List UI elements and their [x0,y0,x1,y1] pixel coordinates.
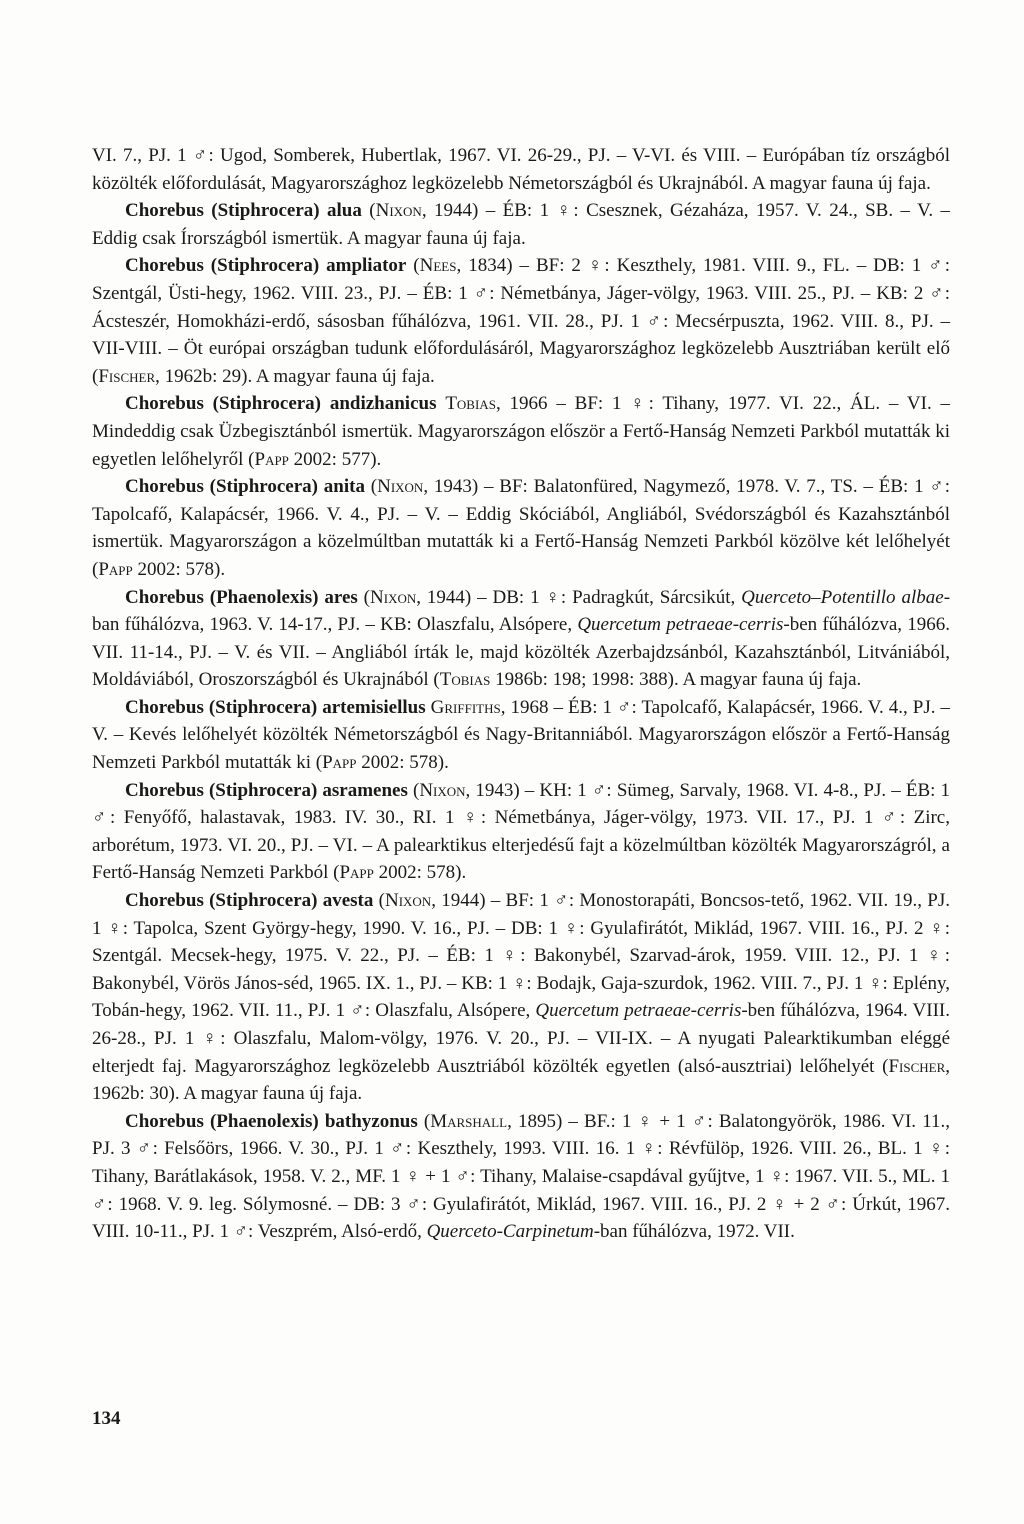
text-run: , 1962b: 30). A magyar fauna új faja. [92,1055,950,1105]
text-run: 2002: 578). [373,862,467,884]
author-name: Nixon [370,586,417,608]
text-run: 2002: 578). [132,558,226,580]
paragraph [92,252,950,390]
author-name: Griffiths [430,696,501,718]
species-name: Chorebus (Stiphrocera) andizhanicus [125,393,437,415]
species-name: Chorebus (Stiphrocera) artemisiellus [125,696,426,718]
text-run: 1986b: 198; 1998: 388). A magyar fauna új faja. [490,669,862,691]
author-name: Fischer [98,365,156,387]
text-run: -ban fűhálózva, 1972. VII. [593,1221,795,1243]
author-name: Nixon [375,200,422,222]
text-run: , 1962b: 29). A magyar fauna új faja. [155,365,435,387]
text-run: ( [373,890,385,912]
page-number: 134 [92,1408,121,1429]
paragraph [92,473,950,583]
author-name: Nixon [419,779,466,801]
text-run: , 1943) – KH: 1 ♂: Sümeg, Sarvaly, 1968. VI. 4-8., PJ. – ÉB: 1 ♂: Fenyőfő, halastavak, 1983. IV. 30., RI. 1 ♀: Németbánya, Jáger-völgy, 1973. VII. 17., PJ. 1 ♂: Zirc, arborétum, 1973. VI. 20., PJ. – VI. – A palearktikus elterjedésű fajt a közelmúltban közölték Magyarországról, a Fertő-Hanság Nemzeti Parkból ( [92,779,951,884]
text-run: -ben fűhálózva, 1966. VII. 11-14., PJ. – V. és VII. – Angliából írták le, majd közölték Azerbajdzsánból, Kazahsztánból, Litvániából, Moldáviából, Oroszországból és Ukrajnából ( [92,614,950,691]
text-run: ( [407,779,420,801]
text-run: , 1944) – DB: 1 ♀: Padragkút, Sárcsikút, [416,586,742,608]
text-run: , 1968 – ÉB: 1 ♂: Tapolcafő, Kalapácsér, 1966. V. 4., PJ. – V. – Kevés lelőhelyét közölték Németországból és Nagy-Britanniából. Magyarországon először a Fertő-Hanság Nemzeti Parkból mutatták ki ( [92,696,950,774]
text-run: , 1943) – BF: Balatonfüred, Nagymező, 1978. V. 7., TS. – ÉB: 1 ♂: Tapolcafő, Kalapácsér, 1966. V. 4., PJ. – V. – Eddig Skóciából, Angliából, Svédországból és Kazahsztánból ismertük. Magyarországon a közelmúltban mutatták ki a Fertő-Hanság Nemzeti Parkból közölve két lelőhelyét ( [92,476,950,580]
text-run: -ban fűhálózva, 1963. V. 14-17., PJ. – KB: Olaszfalu, Alsópere, [92,586,951,636]
text-run: ( [361,200,376,222]
paragraph [92,694,950,777]
paragraph [92,1108,950,1246]
paragraph [92,390,950,473]
text-run: 2002: 577). [288,448,382,470]
author-name: Marshall [430,1110,508,1132]
species-name: Chorebus (Phaenolexis) bathyzonus [125,1110,418,1132]
author-name: Fischer [888,1055,946,1077]
author-name: Papp [98,558,133,580]
author-name: Nixon [377,476,424,498]
text-run: 2002: 578). [356,752,449,774]
text-run: ( [417,1110,431,1132]
text-run: , 1944) – BF: 1 ♂: Monostorapáti, Boncsos-tető, 1962. VII. 19., PJ. 1 ♀: Tapolca, Szent György-hegy, 1990. V. 16., PJ. – DB: 1 ♀: Gyulafirátót, Miklád, 1967. VIII. 16., PJ. 2 ♀: Szentgál. Mecsek-hegy, 1975. V. 22., PJ. – ÉB: 1 ♀: Bakonybél, Szarvad-árok, 1959. VIII. 12., PJ. 1 ♀: Bakonybél, Vörös János-séd, 1965. IX. 1., PJ. – KB: 1 ♀: Bodajk, Gaja-szurdok, 1962. VIII. 7., PJ. 1 ♀: Eplény, Tobán-hegy, 1962. VII. 11., PJ. 1 ♂: Olaszfalu, Alsópere, [92,890,950,1022]
text-run: , 1944) – ÉB: 1 ♀: Csesznek, Gézaháza, 1957. V. 24., SB. – V. – Eddig csak Írországból ismertük. A magyar fauna új faja. [92,200,950,249]
paragraph [92,142,950,197]
author-name: Nees [419,255,457,277]
plant-association: Querceto-Carpinetum [426,1221,594,1243]
text-run: ( [406,255,420,277]
text-run: -ben fűhálózva, 1964. VIII. 26-28., PJ. 1 ♀: Olaszfalu, Malom-völgy, 1976. V. 20., PJ. – VII-IX. – A nyugati Palearktikumban eléggé elterjedt faj. Magyarországhoz legközelebb Ausztriából közölték egyetlen (alsó-ausztriai) lelőhelyét ( [92,1000,950,1077]
species-name: Chorebus (Stiphrocera) anita [125,476,365,498]
author-name: Papp [322,752,357,774]
paragraph [92,887,950,1108]
text-run: ( [364,476,378,498]
species-name: Chorebus (Stiphrocera) avesta [125,890,374,912]
text-run: VI. 7., PJ. 1 ♂: Ugod, Somberek, Hubertlak, 1967. VI. 26-29., PJ. – V-VI. és VIII. – Európában tíz országból közölték előfordulását, Magyarországhoz legközelebb Németországból és Ukrajnából. A magyar fauna új faja. [92,145,950,194]
species-name: Chorebus (Stiphrocera) asramenes [125,779,408,801]
paragraph [92,197,950,252]
author-name: Tobias [445,393,496,415]
paragraph [92,584,950,694]
author-name: Papp [339,862,374,884]
text-run [436,393,445,414]
species-name: Chorebus (Stiphrocera) ampliator [125,255,407,277]
plant-association: Querceto–Potentillo albae [741,586,944,608]
text-run: , 1834) – BF: 2 ♀: Keszthely, 1981. VIII. 9., FL. – DB: 1 ♂: Szentgál, Üsti-hegy, 1962. VIII. 23., PJ. – ÉB: 1 ♂: Németbánya, Jáger-völgy, 1963. VIII. 25., PJ. – KB: 2 ♂: Ácsteszér, Homokházi-erdő, sásosban fűhálózva, 1961. VII. 28., PJ. 1 ♂: Mecsérpuszta, 1962. VIII. 8., PJ. – VII-VIII. – Öt európai országban tudunk előfordulásáról, Magyarországhoz legközelebb Ausztriában került elő ( [92,255,951,387]
author-name: Tobias [439,669,491,691]
text-run: , 1966 – BF: 1 ♀: Tihany, 1977. VI. 22., ÁL. – VI. – Mindeddig csak Üzbegisztánból ismertük. Magyarországon először a Fertő-Hanság Nemzeti Parkból mutatták ki egyetlen lelőhelyről ( [92,393,951,470]
plant-association: Quercetum petraeae-cerris [577,614,784,636]
body-text [92,142,950,1246]
text-run: ( [357,586,371,608]
plant-association: Quercetum petraeae-cerris [535,1000,742,1022]
paragraph [92,777,950,887]
text-run: , 1895) – BF.: 1 ♀ + 1 ♂: Balatongyörök, 1986. VI. 11., PJ. 3 ♂: Felsőörs, 1966. V. 30., PJ. 1 ♂: Keszthely, 1993. VIII. 16. 1 ♀: Révfülöp, 1926. VIII. 26., BL. 1 ♀: Tihany, Barátlakások, 1958. V. 2., MF. 1 ♀ + 1 ♂: Tihany, Malaise-csapdával gyűjtve, 1 ♀: 1967. VII. 5., ML. 1 ♂: 1968. V. 9. leg. Sólymosné. – DB: 3 ♂: Gyulafirátót, Miklád, 1967. VIII. 16., PJ. 2 ♀ + 2 ♂: Úrkút, 1967. VIII. 10-11., PJ. 1 ♂: Veszprém, Alsó-erdő, [92,1110,950,1243]
author-name: Papp [254,448,289,470]
author-name: Nixon [384,890,432,912]
species-name: Chorebus (Stiphrocera) alua [125,200,362,222]
species-name: Chorebus (Phaenolexis) ares [125,586,358,608]
